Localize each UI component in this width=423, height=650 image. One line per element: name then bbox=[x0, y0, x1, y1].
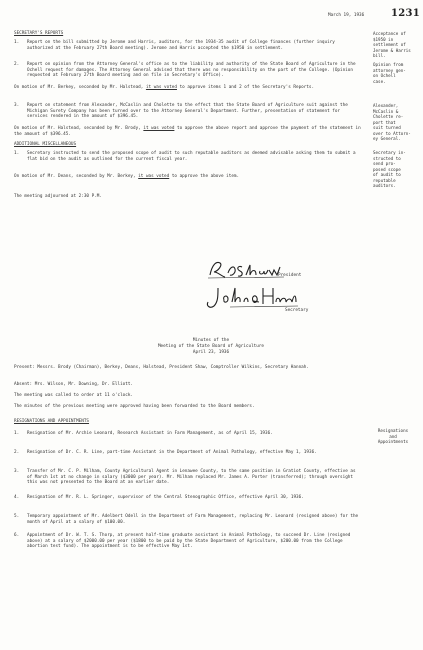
item-number: 2. bbox=[14, 62, 20, 67]
page-date: March 19, 1936 bbox=[328, 13, 365, 18]
section-heading-secretary-reports: SECRETARY'S REPORTS bbox=[14, 31, 64, 36]
margin-note-4: Secretary in- structed to send pro- posed scope of audit to reputable auditors. bbox=[373, 150, 406, 188]
resignation-item-4: Resignation of Mr. R. L. Springer, supervisor of the Central Stenographic Office, effective April 30, 1936. bbox=[27, 495, 304, 500]
resignation-item-1: Resignation of Mr. Archie Leonard, Research Assistant in Farm Management, as of April 15, 1936. bbox=[27, 431, 273, 436]
item-number: 3. bbox=[14, 469, 20, 474]
minutes-title-line-3: April 23, 1936 bbox=[192, 350, 230, 355]
resignation-item-2: Resignation of Dr. C. R. Line, part-time Assistant in the Department of Animal Pathology, effective May 1, 1936. bbox=[27, 450, 317, 455]
minutes-title-line-1: Minutes of the bbox=[192, 338, 230, 343]
attendance-present: Present: Messrs. Brody (Chairman), Berkey, Deans, Halstead, President Shaw, Comptroller Wilkins, Secretary Hannah. bbox=[14, 365, 309, 370]
item-number: 1. bbox=[14, 151, 20, 156]
margin-note-1: Acceptance of $1950 in settlement of Jerome & Harris bill. bbox=[373, 31, 411, 58]
president-label: President bbox=[278, 273, 302, 278]
item-number: 6. bbox=[14, 533, 20, 538]
motion-approve-items-1-2: On motion of Mr. Berkey, seconded by Mr. Halstead, it was voted to approve items 1 and 2 of the Secretary's Reports. bbox=[14, 85, 315, 90]
item-number: 2. bbox=[14, 450, 20, 455]
misc-item-1: Secretary instructed to send the proposed scope of audit to such reputable auditors as deemed advisable asking them to submit a flat bid on the audit as outlined for the current fiscal year. bbox=[27, 151, 356, 162]
item-number: 1. bbox=[14, 40, 20, 45]
motion-approve-misc: On motion of Mr. Deans, seconded by Mr. Berkey, it was voted to approve the above item. bbox=[14, 174, 240, 179]
report-item-3: Report on statement from Alexander, McCaslin and Cholette to the effect that the State Board of Agriculture suit against the Michigan Surety Company has been turned over to the Attorney General's Department. Further, presentation of statement for services rendered in the amount of $396.45. bbox=[27, 103, 348, 120]
resignation-item-6: Appointment of Dr. W. T. S. Thorp, at present half-time graduate assistant in Animal Pathology, to succeed Dr. Line (resigned above) at a salary of $2000.00 per year ($1800 to be paid by the State Department of Agriculture, $200.00 from the College abortion test fund). The appointment is to be effective May 1st. bbox=[27, 533, 351, 550]
margin-note-2: Opinion from attorney gen- on Ochell case. bbox=[373, 62, 406, 84]
item-number: 1. bbox=[14, 431, 20, 436]
resignation-item-3: Transfer of Mr. C. P. Milham, County Agricultural Agent in Lenawee County, to the same position in Gratiot County, effective as of March 1st at no change in salary ($3000 per year). Mr. Milham replaced Mr. James A. Porter (transferred); through oversight this was not presented to the Board at an earlier date. bbox=[27, 469, 356, 486]
motion-approve-report-3: On motion of Mr. Halstead, seconded by Mr. Brody, it was voted to approve the above report and approve the payment of the statement in the amount of $396.45. bbox=[14, 126, 361, 137]
report-item-2: Report on opinion from the Attorney General's office as to the liability and authority of the State Board of Agriculture in the Ochell request for damages. The Attorney General advised that there was no responsibility on the part of the College. (Opinion requested at February 27th Board meeting and on file in Secretary's Office). bbox=[27, 62, 356, 79]
resignation-item-5: Temporary appointment of Mr. Adelbert Odell in the Department of Farm Management, replacing Mr. Leonard (resigned above) for the month of April at a salary of $100.00. bbox=[27, 514, 359, 525]
attendance-absent: Absent: Mrs. Wilson, Mr. Downing, Dr. Elliott. bbox=[14, 382, 133, 387]
section-heading-additional-miscellaneous: ADDITIONAL MISCELLANEOUS bbox=[14, 142, 77, 147]
minutes-title-line-2: Meeting of the State Board of Agriculture bbox=[157, 344, 265, 349]
secretary-label: Secretary bbox=[285, 308, 309, 313]
report-item-1: Report on the bill submitted by Jerome and Harris, auditors, for the 1934-35 audit of College finances (further inquiry authorized at the February 27th Board meeting). Jerome and Harris accepted the $1950 in settlement. bbox=[27, 40, 335, 51]
item-number: 5. bbox=[14, 514, 20, 519]
item-number: 4. bbox=[14, 495, 20, 500]
page-number: 1231 bbox=[391, 8, 421, 19]
president-signature bbox=[206, 257, 286, 281]
called-to-order: The meeting was called to order at 11 o'clock. bbox=[14, 393, 133, 398]
meeting-adjourned: The meeting adjourned at 2:30 P.M. bbox=[14, 194, 102, 199]
margin-note-3: Alexander, McCaslin & Cholette re- port that suit turned over to Attorn- ey General. bbox=[373, 103, 411, 141]
item-number: 3. bbox=[14, 103, 20, 108]
previous-minutes-approved: The minutes of the previous meeting were approved having been forwarded to the Board members. bbox=[14, 404, 255, 409]
margin-note-5: Resignations and Appointments bbox=[377, 428, 409, 444]
section-heading-resignations: RESIGNATIONS AND APPOINTMENTS bbox=[14, 419, 90, 424]
